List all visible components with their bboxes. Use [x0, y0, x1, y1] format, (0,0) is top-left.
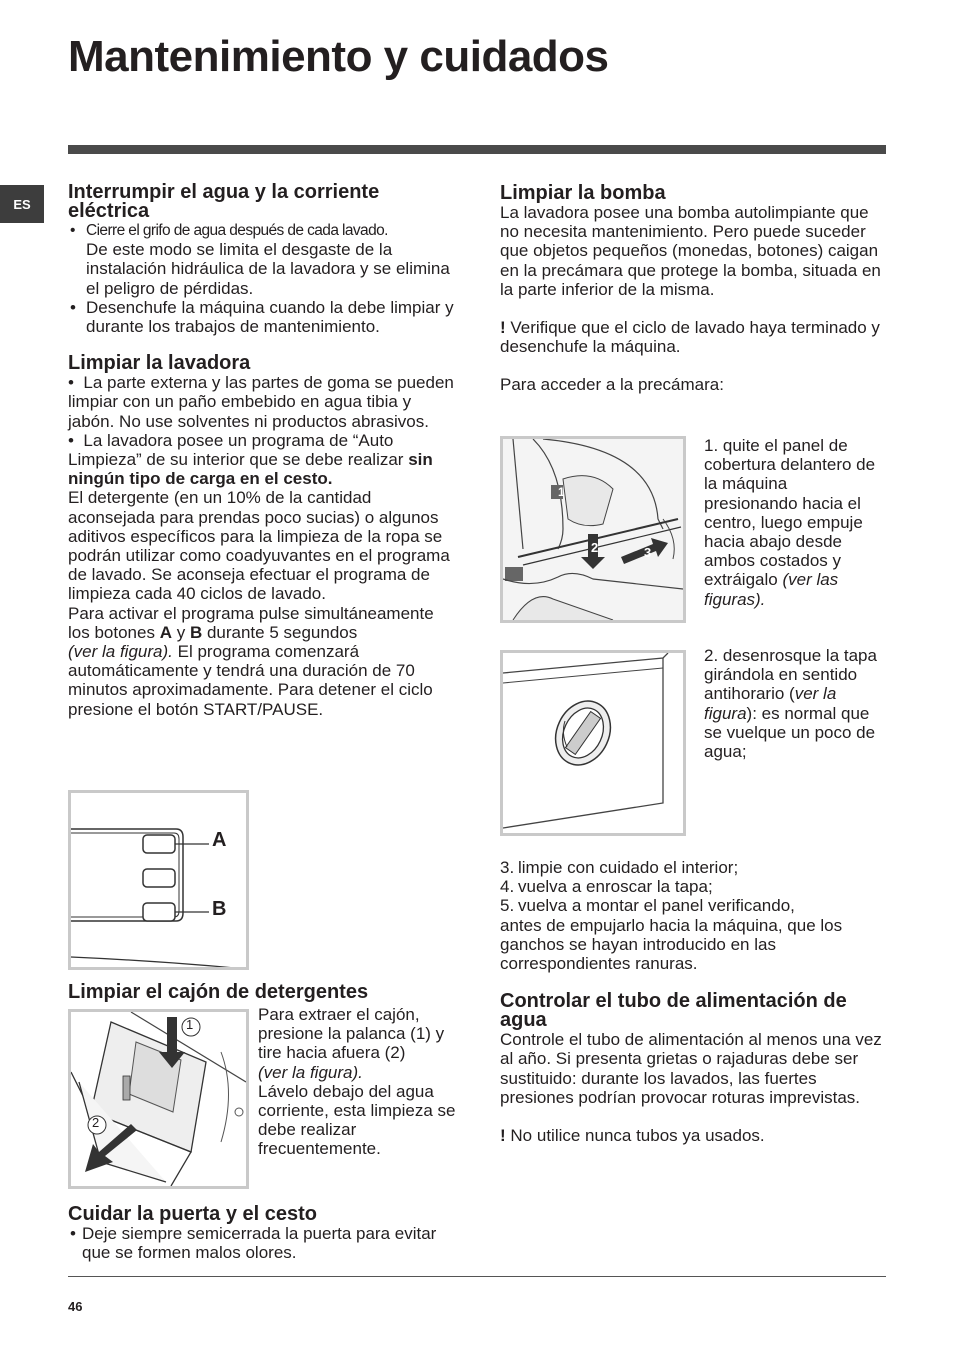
footer-rule — [68, 1276, 886, 1277]
steps-list — [500, 858, 886, 1145]
paragraph-drawer-wash: Lávelo debajo del agua corriente, esta limpieza se debe realizar frecuentemente. — [258, 1081, 456, 1159]
panel-step-1: 1 — [558, 485, 565, 499]
step-2-text — [704, 646, 884, 761]
panel-removal-figure — [500, 436, 686, 623]
section-heading-drawer: Limpiar el cajón de detergentes — [68, 981, 369, 1003]
paragraph-pump: La lavadora posee una bomba autolimpiante que no necesita mantenimiento. Pero puede suceder que objetos pequeños (monedas, botones) caigan en la precámara que protege la bomba, situada en la parte inferior de la misma. — [500, 203, 881, 299]
right-column-top — [500, 184, 886, 395]
section-heading-door: Cuidar la puerta y el cesto — [68, 1203, 317, 1225]
section-heading-water-power: Interrumpir el agua y la corriente eléctrica — [68, 181, 380, 222]
paragraph-activate: Para activar el programa pulse simultáneamente los botones A y B durante 5 segundos (ver la figura). El programa comenzará automáticamente y tendrá una duración de 70 minutos aproximadamente. Para detener el ciclo presione el botón START/PAUSE. — [68, 603, 434, 719]
drawer-step-2: 2 — [92, 1115, 100, 1130]
page-number: 46 — [68, 1299, 83, 1314]
bullet-unplug: • Desenchufe la máquina cuando la debe limpiar y durante los trabajos de mantenimiento. — [68, 298, 458, 336]
label-button-b: B — [212, 898, 227, 920]
paragraph-step-1: 1. quite el panel de cobertura delantero de la máquina presionando hacia el centro, luego empuje hacia abajo desde ambos costados y extráigalo (ver las figuras). — [704, 436, 876, 609]
panel-removal-illustration — [503, 439, 683, 620]
section-heading-pump: Limpiar la bomba — [500, 182, 666, 204]
page-title: Mantenimiento y cuidados — [68, 32, 609, 81]
panel-step-3: 3 — [644, 545, 652, 560]
paragraph-external: • La parte externa y las partes de goma se pueden limpiar con un paño embebido en agua tibia y jabón. No use solventes ni productos abrasivos. — [68, 373, 454, 431]
header-rule — [68, 145, 886, 154]
paragraph-access: Para acceder a la precámara: — [500, 375, 724, 395]
paragraph-step-5-cont: antes de empujarlo hacia la máquina, que los ganchos se hayan introducido en las correspondientes ranuras. — [500, 915, 843, 974]
drawer-step-1: 1 — [186, 1017, 194, 1032]
left-column — [68, 183, 458, 719]
drawer-figure — [68, 1009, 249, 1189]
warning-hoses: ! No utilice nunca tubos ya usados. — [500, 1126, 765, 1146]
paragraph-autoclean: • La lavadora posee un programa de “Auto Limpieza” de su interior que se debe realizar sin ningún tipo de carga en el cesto. — [68, 430, 433, 489]
paragraph-step-2: 2. desenrosque la tapa girándola en sentido antihorario (ver la figura): es normal que se vuelque un poco de agua; — [704, 646, 877, 762]
paragraph-drawer-extract: Para extraer el cajón, presione la palanca (1) y tire hacia afuera (2) (ver la figura). — [258, 1005, 445, 1082]
pump-cap-illustration — [503, 653, 683, 833]
list-item: 3. limpie con cuidado el interior; — [500, 858, 739, 877]
section-heading-hose: Controlar el tubo de alimentación de agua — [500, 990, 847, 1032]
section-heading-clean-washer: Limpiar la lavadora — [68, 352, 251, 375]
step-1-text — [704, 436, 884, 609]
drawer-text — [258, 1005, 458, 1159]
panel-step-2: 2 — [591, 540, 599, 555]
drawer-illustration — [71, 1012, 246, 1186]
language-tab: ES — [0, 185, 44, 223]
paragraph-detergent: El detergente (en un 10% de la cantidad aconsejada para prendas poco sucias) o algunos aditivos específicos para la limpieza de la ropa se podrán utilizar como coadyuvantes en el programa de lavado. Se aconseja efectuar el programa de limpieza cada 40 ciclos de lavado. — [68, 488, 450, 604]
paragraph-hose: Controle el tubo de alimentación al menos una vez al año. Si presenta grietas o rajaduras debe ser sustituido: durante los lavados, las fuertes presiones podrían provocar roturas imprevistas. — [500, 1030, 882, 1107]
buttons-illustration — [71, 793, 246, 967]
bullet-door: • Deje siempre semicerrada la puerta para evitar que se formen malos olores. — [68, 1224, 458, 1262]
list-item: 5. vuelva a montar el panel verificando, — [500, 896, 795, 916]
buttons-figure — [68, 790, 249, 970]
paragraph-wear: De este modo se limita el desgaste de la instalación hidráulica de la lavadora y se elimina el peligro de pérdidas. — [86, 240, 450, 298]
pump-cap-figure — [500, 650, 686, 836]
warning-unplug: ! Verifique que el ciclo de lavado haya terminado y desenchufe la máquina. — [500, 318, 880, 357]
label-button-a: A — [212, 829, 227, 851]
list-item: 4. vuelva a enroscar la tapa; — [500, 877, 713, 897]
door-section — [68, 1205, 458, 1262]
bullet-tap: • Cierre el grifo de agua después de cada lavado. — [68, 221, 458, 240]
